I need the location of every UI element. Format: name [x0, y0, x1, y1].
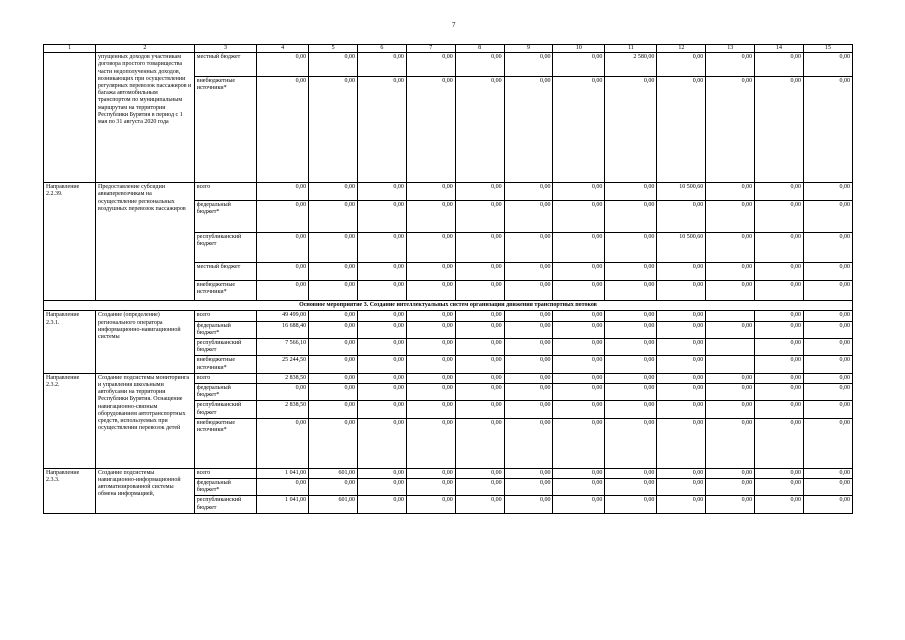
- value-cell: 0,00: [706, 77, 755, 183]
- value-cell: 0,00: [309, 53, 358, 77]
- value-cell: 0,00: [657, 53, 706, 77]
- value-cell: 0,00: [504, 339, 553, 356]
- value-cell: 0,00: [553, 384, 605, 401]
- value-cell: 0,00: [455, 263, 504, 281]
- value-cell: 0,00: [309, 281, 358, 301]
- value-cell: 0,00: [755, 201, 804, 233]
- value-cell: 0,00: [309, 401, 358, 418]
- value-cell: 0,00: [504, 384, 553, 401]
- funding-source: республиканский бюджет: [194, 401, 256, 418]
- value-cell: 0,00: [257, 479, 309, 496]
- value-cell: 0,00: [657, 311, 706, 321]
- value-cell: 0,00: [504, 356, 553, 373]
- measure-code: Направление 2.3.2.: [44, 373, 96, 468]
- value-cell: 0,00: [406, 384, 455, 401]
- value-cell: 0,00: [504, 201, 553, 233]
- value-cell: 2 580,00: [605, 53, 657, 77]
- value-cell: 0,00: [605, 479, 657, 496]
- value-cell: 0,00: [309, 479, 358, 496]
- value-cell: 0,00: [605, 401, 657, 418]
- measure-name: Предоставление субсидии авиаперевозчикам на осуществление региональных воздушных перевозок пассажиров: [95, 183, 194, 301]
- header-cell: 6: [358, 45, 407, 53]
- value-cell: 0,00: [657, 496, 706, 513]
- value-cell: 0,00: [706, 384, 755, 401]
- value-cell: 0,00: [605, 384, 657, 401]
- value-cell: 49 499,00: [257, 311, 309, 321]
- value-cell: 10 500,60: [657, 183, 706, 201]
- value-cell: 0,00: [657, 77, 706, 183]
- measure-name: упущенных доходов участникам договора простого товарищества части недополученных доходов, возникающих при осуществлении регулярных перевозок пассажиров и багажа автомобильным транспортом по муниципальным маршрутам на территории Республики Бурятия в период с 1 мая по 31 августа 2020 года: [95, 53, 194, 183]
- value-cell: 0,00: [803, 281, 852, 301]
- value-cell: 0,00: [657, 356, 706, 373]
- value-cell: 0,00: [257, 77, 309, 183]
- value-cell: 0,00: [257, 53, 309, 77]
- value-cell: 0,00: [309, 373, 358, 383]
- measure-code: Направление 2.3.1.: [44, 311, 96, 373]
- value-cell: 0,00: [358, 321, 407, 338]
- value-cell: 0,00: [803, 418, 852, 468]
- value-cell: 0,00: [504, 479, 553, 496]
- value-cell: 0,00: [504, 496, 553, 513]
- value-cell: 0,00: [309, 201, 358, 233]
- value-cell: 0,00: [657, 321, 706, 338]
- value-cell: 0,00: [406, 321, 455, 338]
- funding-source: республиканский бюджет: [194, 339, 256, 356]
- value-cell: 0,00: [605, 201, 657, 233]
- funding-source: местный бюджет: [194, 53, 256, 77]
- value-cell: 0,00: [358, 496, 407, 513]
- value-cell: 0,00: [605, 468, 657, 478]
- value-cell: 0,00: [803, 373, 852, 383]
- value-cell: 16 688,40: [257, 321, 309, 338]
- value-cell: 0,00: [358, 373, 407, 383]
- funding-source: внебюджетные источники*: [194, 77, 256, 183]
- value-cell: 0,00: [455, 373, 504, 383]
- value-cell: 0,00: [605, 356, 657, 373]
- budget-table: [43, 44, 853, 514]
- value-cell: 0,00: [257, 201, 309, 233]
- value-cell: 0,00: [504, 263, 553, 281]
- header-cell: 2: [95, 45, 194, 53]
- value-cell: 0,00: [309, 183, 358, 201]
- value-cell: 0,00: [309, 233, 358, 263]
- value-cell: 0,00: [309, 356, 358, 373]
- value-cell: 0,00: [406, 339, 455, 356]
- value-cell: 0,00: [706, 281, 755, 301]
- value-cell: 0,00: [309, 77, 358, 183]
- value-cell: 0,00: [455, 321, 504, 338]
- value-cell: 1 041,00: [257, 468, 309, 478]
- value-cell: 0,00: [406, 77, 455, 183]
- page-number: 7: [452, 21, 456, 29]
- section-row: [44, 301, 853, 311]
- value-cell: 0,00: [657, 384, 706, 401]
- measure-name: Создание подсистемы мониторинга и управления школьными автобусами на территории Республики Бурятия. Оснащение навигационно-связным оборудованием автотранспортных средств, используемых при осуществлении перевозок детей: [95, 373, 194, 468]
- value-cell: 0,00: [755, 401, 804, 418]
- value-cell: 0,00: [553, 468, 605, 478]
- value-cell: 0,00: [358, 281, 407, 301]
- value-cell: 0,00: [803, 468, 852, 478]
- value-cell: 0,00: [358, 418, 407, 468]
- value-cell: 0,00: [755, 233, 804, 263]
- value-cell: 0,00: [706, 479, 755, 496]
- value-cell: 0,00: [406, 468, 455, 478]
- header-cell: 1: [44, 45, 96, 53]
- value-cell: [706, 339, 755, 356]
- value-cell: 0,00: [455, 201, 504, 233]
- value-cell: 0,00: [803, 183, 852, 201]
- funding-source: республиканский бюджет: [194, 496, 256, 513]
- funding-source: всего: [194, 183, 256, 201]
- value-cell: 0,00: [309, 418, 358, 468]
- value-cell: 0,00: [406, 356, 455, 373]
- value-cell: 0,00: [504, 311, 553, 321]
- value-cell: 0,00: [455, 233, 504, 263]
- funding-source: всего: [194, 311, 256, 321]
- value-cell: 0,00: [257, 384, 309, 401]
- value-cell: 0,00: [257, 418, 309, 468]
- value-cell: 0,00: [406, 233, 455, 263]
- header-cell: 10: [553, 45, 605, 53]
- value-cell: 7 566,10: [257, 339, 309, 356]
- value-cell: 0,00: [406, 183, 455, 201]
- value-cell: 0,00: [803, 339, 852, 356]
- value-cell: 0,00: [553, 401, 605, 418]
- value-cell: 0,00: [406, 418, 455, 468]
- value-cell: 0,00: [406, 496, 455, 513]
- value-cell: 0,00: [657, 418, 706, 468]
- value-cell: 0,00: [309, 311, 358, 321]
- funding-source: федеральный бюджет*: [194, 479, 256, 496]
- value-cell: 0,00: [553, 311, 605, 321]
- value-cell: 0,00: [553, 183, 605, 201]
- header-cell: 7: [406, 45, 455, 53]
- value-cell: 0,00: [803, 263, 852, 281]
- header-cell: 8: [455, 45, 504, 53]
- funding-source: внебюджетные источники*: [194, 418, 256, 468]
- value-cell: 0,00: [755, 418, 804, 468]
- value-cell: 0,00: [553, 281, 605, 301]
- value-cell: 0,00: [553, 418, 605, 468]
- value-cell: 0,00: [455, 468, 504, 478]
- value-cell: 0,00: [755, 183, 804, 201]
- value-cell: 0,00: [605, 418, 657, 468]
- value-cell: 0,00: [455, 401, 504, 418]
- value-cell: 0,00: [657, 468, 706, 478]
- header-cell: 14: [755, 45, 804, 53]
- value-cell: 0,00: [605, 339, 657, 356]
- value-cell: 0,00: [755, 339, 804, 356]
- value-cell: 0,00: [406, 401, 455, 418]
- value-cell: 0,00: [755, 53, 804, 77]
- header-cell: 9: [504, 45, 553, 53]
- value-cell: 0,00: [706, 373, 755, 383]
- value-cell: 0,00: [358, 468, 407, 478]
- value-cell: 0,00: [504, 468, 553, 478]
- value-cell: 0,00: [309, 384, 358, 401]
- value-cell: 0,00: [706, 201, 755, 233]
- value-cell: 0,00: [803, 233, 852, 263]
- value-cell: 0,00: [657, 479, 706, 496]
- value-cell: 0,00: [755, 468, 804, 478]
- value-cell: 0,00: [406, 479, 455, 496]
- table-row: [44, 311, 853, 321]
- value-cell: 0,00: [657, 373, 706, 383]
- value-cell: 0,00: [358, 263, 407, 281]
- value-cell: 0,00: [455, 384, 504, 401]
- value-cell: 0,00: [755, 263, 804, 281]
- value-cell: 0,00: [605, 77, 657, 183]
- value-cell: 0,00: [504, 233, 553, 263]
- value-cell: 0,00: [455, 496, 504, 513]
- value-cell: 0,00: [455, 311, 504, 321]
- measure-code: [44, 53, 96, 183]
- value-cell: 0,00: [504, 77, 553, 183]
- value-cell: 0,00: [605, 281, 657, 301]
- value-cell: 0,00: [358, 384, 407, 401]
- measure-name: Создание подсистемы навигационно-информационной автоматизированной системы обмена информацией,: [95, 468, 194, 513]
- value-cell: 0,00: [504, 321, 553, 338]
- value-cell: 0,00: [257, 281, 309, 301]
- header-row: [44, 45, 853, 53]
- value-cell: 0,00: [358, 356, 407, 373]
- table-row: [44, 183, 853, 201]
- value-cell: 0,00: [358, 233, 407, 263]
- value-cell: 0,00: [504, 281, 553, 301]
- value-cell: 0,00: [358, 77, 407, 183]
- value-cell: 0,00: [553, 496, 605, 513]
- value-cell: 0,00: [755, 479, 804, 496]
- value-cell: 0,00: [605, 183, 657, 201]
- value-cell: 0,00: [553, 53, 605, 77]
- value-cell: 0,00: [706, 183, 755, 201]
- value-cell: 0,00: [358, 183, 407, 201]
- value-cell: 0,00: [504, 373, 553, 383]
- measure-name: Создание (определение) регионального оператора информационно-навигационной системы: [95, 311, 194, 373]
- value-cell: 0,00: [358, 339, 407, 356]
- value-cell: 0,00: [706, 401, 755, 418]
- value-cell: 0,00: [553, 263, 605, 281]
- table-row: [44, 468, 853, 478]
- value-cell: 0,00: [553, 201, 605, 233]
- header-cell: 4: [257, 45, 309, 53]
- value-cell: 0,00: [553, 77, 605, 183]
- value-cell: 0,00: [504, 401, 553, 418]
- value-cell: 0,00: [455, 339, 504, 356]
- value-cell: 0,00: [455, 183, 504, 201]
- value-cell: 0,00: [706, 53, 755, 77]
- value-cell: 0,00: [657, 201, 706, 233]
- value-cell: 0,00: [309, 263, 358, 281]
- value-cell: 0,00: [706, 263, 755, 281]
- value-cell: 0,00: [706, 233, 755, 263]
- value-cell: 0,00: [406, 311, 455, 321]
- value-cell: 0,00: [755, 311, 804, 321]
- value-cell: 0,00: [605, 373, 657, 383]
- value-cell: 0,00: [706, 468, 755, 478]
- value-cell: [706, 356, 755, 373]
- value-cell: 2 838,50: [257, 373, 309, 383]
- measure-code: Направление 2.3.3.: [44, 468, 96, 513]
- value-cell: 0,00: [455, 281, 504, 301]
- value-cell: 0,00: [553, 373, 605, 383]
- value-cell: 0,00: [309, 339, 358, 356]
- value-cell: 0,00: [553, 233, 605, 263]
- value-cell: 0,00: [553, 321, 605, 338]
- value-cell: 0,00: [504, 183, 553, 201]
- value-cell: 601,00: [309, 468, 358, 478]
- value-cell: 0,00: [257, 183, 309, 201]
- value-cell: 0,00: [803, 401, 852, 418]
- value-cell: 0,00: [755, 496, 804, 513]
- table-row: [44, 53, 853, 77]
- value-cell: 0,00: [605, 496, 657, 513]
- funding-source: федеральный бюджет*: [194, 384, 256, 401]
- value-cell: 0,00: [605, 311, 657, 321]
- value-cell: 0,00: [657, 281, 706, 301]
- table-row: [44, 373, 853, 383]
- value-cell: 0,00: [257, 263, 309, 281]
- value-cell: 0,00: [706, 418, 755, 468]
- header-cell: 15: [803, 45, 852, 53]
- funding-source: всего: [194, 373, 256, 383]
- header-cell: 13: [706, 45, 755, 53]
- value-cell: 0,00: [803, 311, 852, 321]
- value-cell: 2 838,50: [257, 401, 309, 418]
- value-cell: 0,00: [455, 53, 504, 77]
- value-cell: 0,00: [455, 479, 504, 496]
- section-title: Основное мероприятие 3. Создание интеллектуальных систем организации движения транспортных потоков: [44, 301, 853, 311]
- value-cell: 0,00: [755, 281, 804, 301]
- value-cell: [706, 311, 755, 321]
- value-cell: 0,00: [406, 263, 455, 281]
- header-cell: 3: [194, 45, 256, 53]
- value-cell: 0,00: [803, 53, 852, 77]
- value-cell: 0,00: [358, 311, 407, 321]
- funding-source: федеральный бюджет*: [194, 321, 256, 338]
- value-cell: 0,00: [358, 479, 407, 496]
- value-cell: 0,00: [755, 321, 804, 338]
- value-cell: 0,00: [706, 496, 755, 513]
- funding-source: республиканский бюджет: [194, 233, 256, 263]
- value-cell: 0,00: [657, 401, 706, 418]
- value-cell: 601,00: [309, 496, 358, 513]
- value-cell: 0,00: [553, 339, 605, 356]
- value-cell: 0,00: [553, 356, 605, 373]
- value-cell: 0,00: [803, 479, 852, 496]
- value-cell: 0,00: [803, 384, 852, 401]
- value-cell: 0,00: [657, 339, 706, 356]
- value-cell: 0,00: [406, 201, 455, 233]
- header-cell: 12: [657, 45, 706, 53]
- value-cell: 0,00: [553, 479, 605, 496]
- funding-source: местный бюджет: [194, 263, 256, 281]
- value-cell: 0,00: [605, 321, 657, 338]
- value-cell: 0,00: [358, 201, 407, 233]
- value-cell: 25 244,50: [257, 356, 309, 373]
- value-cell: 0,00: [257, 233, 309, 263]
- funding-source: всего: [194, 468, 256, 478]
- value-cell: 0,00: [406, 373, 455, 383]
- funding-source: федеральный бюджет*: [194, 201, 256, 233]
- value-cell: 0,00: [309, 321, 358, 338]
- value-cell: 0,00: [755, 384, 804, 401]
- value-cell: 0,00: [504, 53, 553, 77]
- value-cell: 0,00: [706, 321, 755, 338]
- value-cell: 0,00: [755, 373, 804, 383]
- value-cell: 10 500,60: [657, 233, 706, 263]
- value-cell: 0,00: [803, 201, 852, 233]
- value-cell: 0,00: [504, 418, 553, 468]
- value-cell: 0,00: [657, 263, 706, 281]
- value-cell: 0,00: [406, 281, 455, 301]
- value-cell: 0,00: [605, 233, 657, 263]
- value-cell: 0,00: [605, 263, 657, 281]
- value-cell: 0,00: [358, 401, 407, 418]
- value-cell: 0,00: [755, 77, 804, 183]
- funding-source: внебюджетные источники*: [194, 356, 256, 373]
- value-cell: 0,00: [358, 53, 407, 77]
- measure-code: Направление 2.2.39.: [44, 183, 96, 301]
- value-cell: 0,00: [803, 356, 852, 373]
- funding-source: внебюджетные источники*: [194, 281, 256, 301]
- value-cell: 0,00: [803, 321, 852, 338]
- value-cell: 1 041,00: [257, 496, 309, 513]
- value-cell: 0,00: [406, 53, 455, 77]
- value-cell: 0,00: [803, 496, 852, 513]
- value-cell: 0,00: [455, 77, 504, 183]
- header-cell: 5: [309, 45, 358, 53]
- value-cell: 0,00: [803, 77, 852, 183]
- value-cell: 0,00: [455, 418, 504, 468]
- header-cell: 11: [605, 45, 657, 53]
- value-cell: 0,00: [755, 356, 804, 373]
- value-cell: 0,00: [455, 356, 504, 373]
